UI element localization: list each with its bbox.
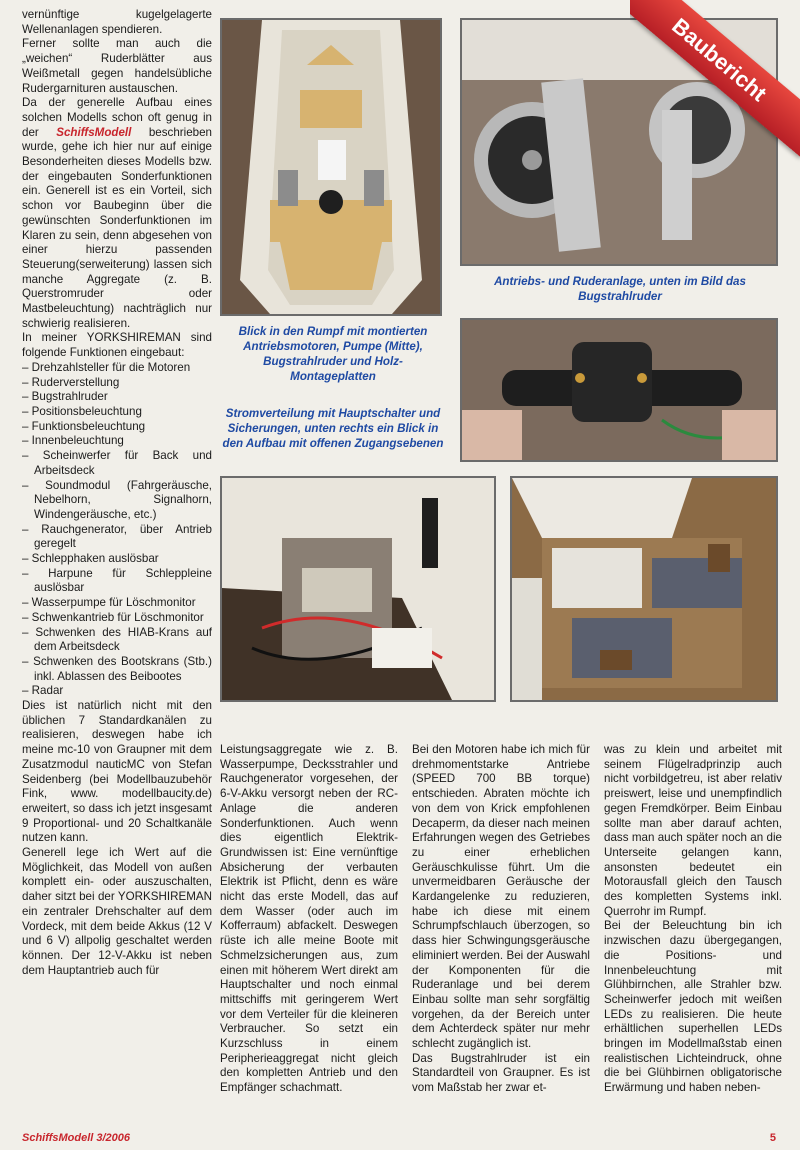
- list-item: – Bugstrahlruder: [22, 390, 212, 405]
- text-column-3: [412, 743, 590, 1123]
- section-label: Baubericht: [630, 0, 800, 157]
- wiring-illustration: [222, 478, 494, 700]
- paragraph: Das Bugstrahlruder ist ein Standardteil von Graupner. Es ist vom Maßstab her zwar et-: [412, 1051, 590, 1095]
- paragraph: Bei der Beleuchtung bin ich inzwischen dazu übergegangen, die Positions- und Innenbeleuchtung mit Glühbirnchen, alle Strahler bzw. Scheinwerfer jedoch mit weißen LEDs zu realisieren. Die heute erhältlichen superhellen LEDs bringen im Modellmaßstab einen realistischen Lichteindruck, ohne die bei Glühbirnen obligatorische Erwärmung und haben neben-: [604, 919, 782, 1095]
- paragraph: was zu klein und arbeitet mit seinem Flügelradprinzip auch nicht vorbildgetreu, ist aber relativ preiswert, leise und unempfindlich gegen Fremdkörper. Beim Einbau sollte man aber darauf achten, dass man auch später noch an die Unterseite gelangen kann, ansonsten bedeutet ein Motorausfall gleich den Tausch des kompletten Systems inkl. Querrohr im Rumpf.: [604, 743, 782, 918]
- list-item: – Schwenken des Bootskrans (Stb.) inkl. Ablassen des Beibootes: [22, 655, 212, 684]
- paragraph: Ferner sollte man auch die „weichen“ Ruderblätter aus Weißmetall gegen handelsübliche Rudergarnituren austauschen.: [22, 37, 212, 95]
- page-number: 5: [769, 1132, 776, 1144]
- paragraph: In meiner YORKSHIREMAN sind folgende Funktionen eingebaut:: [22, 331, 212, 360]
- list-item: – Funktionsbeleuchtung: [22, 420, 212, 435]
- list-item: – Drehzahlsteller für die Motoren: [22, 361, 212, 376]
- hull-illustration: [222, 20, 440, 314]
- photo-bow-thruster: [460, 318, 778, 462]
- list-item: – Soundmodul (Fahrgeräusche, Nebelhorn, Signalhorn, Windengeräusche, etc.): [22, 479, 212, 523]
- list-item: – Schwenken des HIAB-Krans auf dem Arbeitsdeck: [22, 626, 212, 655]
- text-column-4: [604, 743, 782, 1123]
- list-item: – Wasserpumpe für Löschmonitor: [22, 596, 212, 611]
- text-column-1: [22, 8, 212, 1118]
- paragraph: Da der generelle Aufbau eines solchen Modells schon oft genug in der SchiffsModell beschrieben wurde, gehe ich hier nur auf einige Besonderheiten dieses Modells bzw. der eingebauten Sonderfunktionen ein. Generell ist es ein Vorteil, sich schon vor Baubeginn über die gewünschten Sonderfunktionen im Klaren zu sein, denn abgesehen von einer hierzu passenden Steuerung(serweiterung) lassen sich manche Aggregate (z. B. Querstromruder oder Mastbeleuchtung) nachträglich nur schwierig realisieren.: [22, 96, 212, 330]
- caption-power: Stromverteilung mit Hauptschalter und Sicherungen, unten rechts ein Blick in den Aufbau mit offenen Zugangsebenen: [222, 407, 444, 450]
- list-item: – Rauchgenerator, über Antrieb geregelt: [22, 523, 212, 552]
- photo-hull-interior: [220, 18, 442, 316]
- superstructure-illustration: [512, 478, 776, 700]
- photo-superstructure: [510, 476, 778, 702]
- list-item: – Schlepphaken auslösbar: [22, 552, 212, 567]
- thruster-illustration: [462, 320, 776, 460]
- list-item: – Radar: [22, 684, 212, 699]
- paragraph: Generell lege ich Wert auf die Möglichkeit, das Modell von außen komplett ein- oder auszuschalten, daher sitzt bei der YORKSHIREMAN ein zentraler Drehschalter auf dem Vordeck, mit dem beide Akkus (12 V und 6 V) allpolig geschaltet werden können. Der 12-V-Akku ist neben dem Hauptantrieb auch für: [22, 846, 212, 977]
- paragraph: Leistungsaggregate wie z. B. Wasserpumpe, Decksstrahler und Rauchgenerator vorgesehen, der 6-V-Akku versorgt neben der RC-Anlage die anderen Sonderfunktionen. Auch wenn dies eigentlich Elektrik-Grundwissen ist: Eine vernünftige Absicherung der verbauten Elektrik ist Pflicht, denn es wäre nicht das erste Modell, das auf dem Wasser (oder auch im Kofferraum) abfackelt. Deswegen rüste ich alle meine Boote mit Schmelzsicherungen aus, zum einen mit höherem Wert direkt am Hauptschalter und noch einmal mittschiffs mit geringerem Wert vor dem Verteiler für die kleineren Verbraucher. So setzt ein Kurzschluss in einem Peripherieaggregat nicht gleich den kompletten Antrieb und den Empfänger schachmatt.: [220, 743, 398, 1095]
- paragraph: vernünftige kugelgelagerte Wellenanlagen spendieren.: [22, 8, 212, 36]
- function-list: [22, 361, 212, 699]
- text-column-2: [220, 743, 398, 1123]
- caption-drive: Antriebs- und Ruderanlage, unten im Bild das Bugstrahlruder: [494, 275, 746, 303]
- list-item: – Ruderverstellung: [22, 376, 212, 391]
- section-banner: [630, 0, 800, 170]
- list-item: – Innenbeleuchtung: [22, 434, 212, 449]
- list-item: – Harpune für Schleppleine auslösbar: [22, 567, 212, 596]
- list-item: – Positionsbeleuchtung: [22, 405, 212, 420]
- paragraph: Bei den Motoren habe ich mich für drehmomentstarke Antriebe (SPEED 700 BB torque) entschieden. Abraten möchte ich von dem von Krick empfohlenen Decaperm, da dieser nach meinen Erfahrungen wegen des Getriebes zu einer erheblichen Geräuschkulisse führt. Um die unvermeidbaren Geräusche der Kardangelenke zu reduzieren, habe ich diese mit einem Schrumpfschlauch überzogen, so dass hier Schwingungsgeräusche eliminiert werden. Bei der Auswahl der Komponenten für die Ruderanlage und bei derem Einbau sollte man sehr sorgfältig vorgehen, da der Bereich unter dem Achterdeck später nur mehr schlecht zugänglich ist.: [412, 743, 590, 1051]
- paragraph: Dies ist natürlich nicht mit den üblichen 7 Standardkanälen zu realisieren, deswegen habe ich meine mc-10 von Graupner mit dem Zusatzmodul nauticMC von Stefan Seidenberg (bei Modellbauzubehör Fink, www. modellbaucity.de) erweitert, so dass ich jetzt insgesamt 9 Proportional- und 20 Schaltkanäle nutzen kann.: [22, 699, 212, 845]
- magazine-name: SchiffsModell: [56, 125, 132, 139]
- caption-hull: Blick in den Rumpf mit montierten Antriebsmotoren, Pumpe (Mitte), Bugstrahlruder und Holz-Montageplatten: [238, 325, 428, 383]
- photo-power-distribution: [220, 476, 496, 702]
- list-item: – Schwenkantrieb für Löschmonitor: [22, 611, 212, 626]
- footer-magazine: SchiffsModell 3/2006: [22, 1132, 131, 1144]
- list-item: – Scheinwerfer für Back und Arbeitsdeck: [22, 449, 212, 478]
